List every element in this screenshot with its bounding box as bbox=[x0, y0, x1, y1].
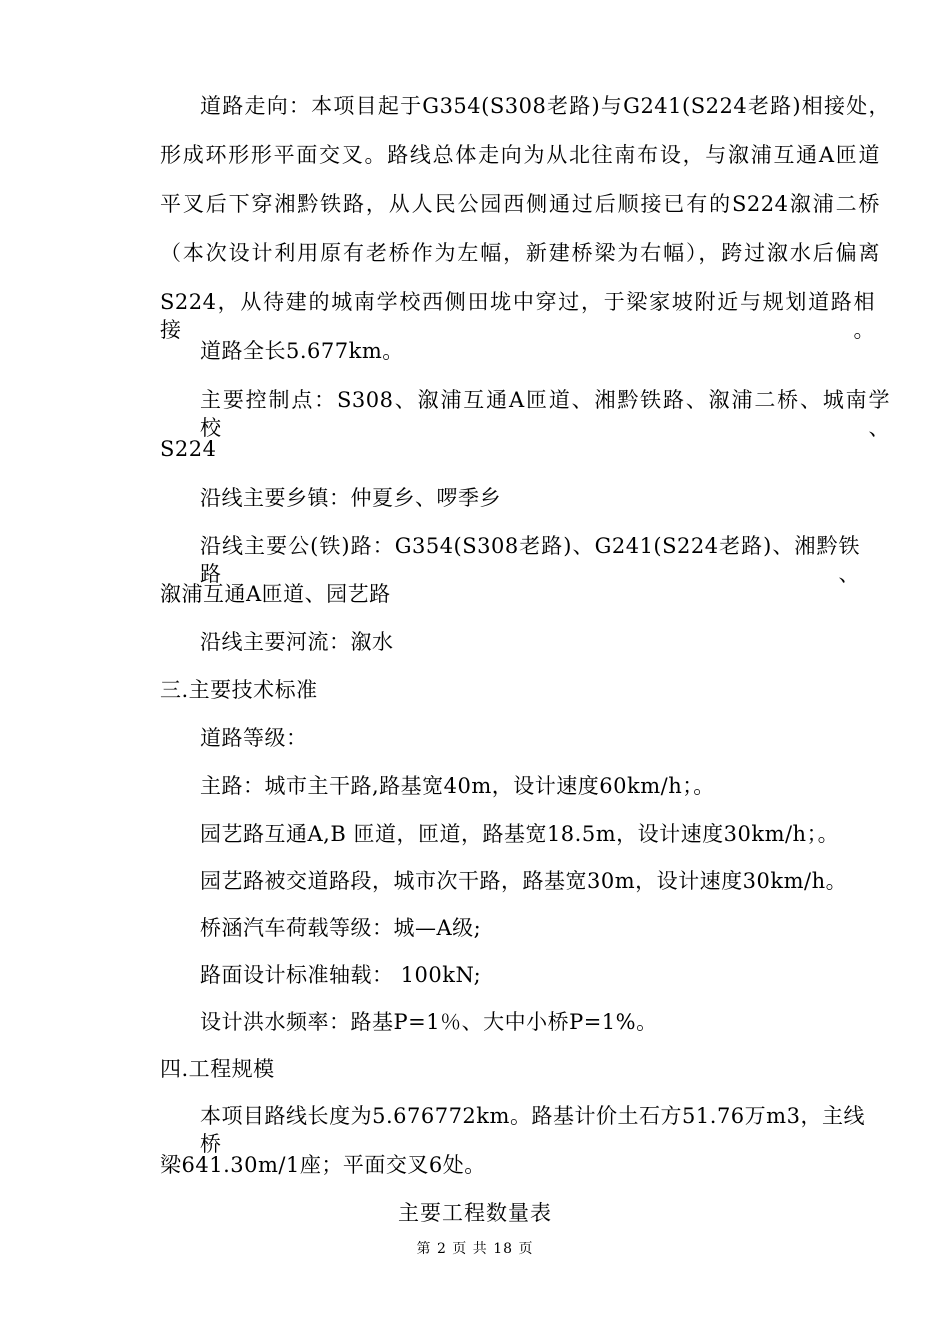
main-road-standard: 主路：城市主干路,路基宽40m，设计速度60km/h；。 bbox=[200, 774, 715, 798]
bridge-load-grade: 桥涵汽车荷载等级：城—A级; bbox=[200, 916, 482, 940]
road-grade-label: 道路等级： bbox=[200, 726, 308, 750]
project-scale-line-2: 梁641.30m/1座；平面交叉6处。 bbox=[160, 1153, 486, 1177]
total-length: 道路全长5.677km。 bbox=[200, 339, 404, 363]
project-scale-line-1: 本项目路线长度为5.676772km。路基计价土石方51.76万m3，主线桥 bbox=[200, 1104, 865, 1156]
section-3-heading: 三.主要技术标准 bbox=[160, 678, 318, 702]
roads-along-route-line-1: 沿线主要公(铁)路：G354(S308老路)、G241(S224老路)、湘黔铁路、 bbox=[200, 534, 860, 586]
axle-load-standard: 路面设计标准轴载： 100kN; bbox=[200, 963, 482, 987]
page-number: 第 2 页 共 18 页 bbox=[416, 1241, 534, 1257]
rivers-along-route: 沿线主要河流：溆水 bbox=[200, 630, 394, 654]
route-direction-line-1: 道路走向：本项目起于G354(S308老路)与G241(S224老路)相接处， bbox=[200, 94, 890, 118]
control-points-line-2: S224 bbox=[160, 437, 217, 461]
crossed-road-standard: 园艺路被交道路段，城市次干路，路基宽30m，设计速度30km/h。 bbox=[200, 869, 848, 893]
table-title: 主要工程数量表 bbox=[398, 1201, 552, 1225]
towns-along-route: 沿线主要乡镇：仲夏乡、啰季乡 bbox=[200, 486, 501, 510]
route-direction-line-4: （本次设计利用原有老桥作为左幅，新建桥梁为右幅），跨过溆水后偏离 bbox=[160, 241, 880, 265]
roads-along-route-line-2: 溆浦互通A匝道、园艺路 bbox=[160, 582, 391, 606]
route-direction-line-5: S224，从待建的城南学校西侧田垅中穿过，于梁家坡附近与规划道路相接。 bbox=[160, 290, 875, 342]
route-direction-line-2: 形成环形形平面交叉。路线总体走向为从北往南布设，与溆浦互通A匝道 bbox=[160, 143, 880, 167]
ramp-standard: 园艺路互通A,B 匝道，匝道，路基宽18.5m，设计速度30km/h；。 bbox=[200, 822, 840, 846]
route-direction-line-3: 平叉后下穿湘黔铁路，从人民公园西侧通过后顺接已有的S224溆浦二桥 bbox=[160, 192, 880, 216]
flood-frequency: 设计洪水频率：路基P=1％、大中小桥P=1%。 bbox=[200, 1010, 658, 1034]
section-4-heading: 四.工程规模 bbox=[160, 1057, 275, 1081]
control-points-line-1: 主要控制点：S308、溆浦互通A匝道、湘黔铁路、溆浦二桥、城南学校、 bbox=[200, 388, 890, 440]
